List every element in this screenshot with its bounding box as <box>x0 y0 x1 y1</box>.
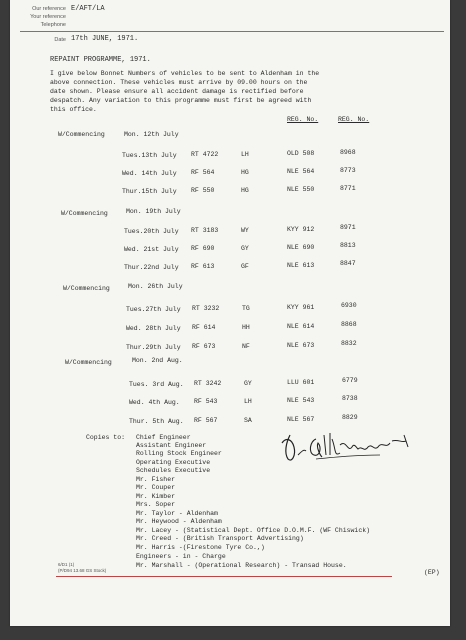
row-num: 6930 <box>341 302 357 309</box>
row-day: Thur.29th July <box>126 344 181 351</box>
form-stock-code: (P/D94 13.68 GS Stock) <box>58 568 107 573</box>
copy-recipient: Mr. Couper <box>136 484 176 491</box>
row-day: Thur. 5th Aug. <box>129 418 184 425</box>
row-num: 8847 <box>340 260 356 267</box>
form-code: 6/D1 (1) <box>58 562 75 567</box>
intro-line-5: this office. <box>50 106 97 113</box>
week-date: Mon. 2nd Aug. <box>132 357 183 364</box>
row-bonnet: RF 690 <box>191 245 215 252</box>
copy-recipient: Mr. Creed - (British Transport Advertising) <box>136 535 304 542</box>
row-garage: GY <box>241 245 249 252</box>
copy-recipient: Mr. Lacey - (Statistical Dept. Office D.O.M.F. (WF Chiswick) <box>136 527 371 534</box>
row-day: Tues.27th July <box>126 306 181 313</box>
row-day: Wed. 21st July <box>124 246 179 253</box>
row-bonnet: RF 550 <box>191 187 215 194</box>
copy-recipient: Mr. Harris -(Firestone Tyre Co.,) <box>136 544 265 551</box>
row-bonnet: RF 543 <box>194 398 218 405</box>
row-garage: HH <box>242 324 250 331</box>
intro-line-2: above connection. These vehicles must arrive by 09.00 hours on the <box>50 79 308 86</box>
row-bonnet: RF 613 <box>191 263 215 270</box>
row-day: Wed. 28th July <box>126 325 181 332</box>
row-num: 8773 <box>340 167 356 174</box>
row-garage: HG <box>241 169 249 176</box>
date-value: 17th JUNE, 1971. <box>71 35 139 43</box>
row-num: 8968 <box>340 149 356 156</box>
copy-recipient: Chief Engineer <box>136 434 191 441</box>
row-bonnet: RF 564 <box>191 169 215 176</box>
row-num: 8813 <box>340 242 356 249</box>
row-num: 8738 <box>342 395 358 402</box>
header-divider <box>20 31 444 32</box>
our-reference-value: E/AFT/LA <box>71 5 105 13</box>
row-garage: SA <box>244 417 252 424</box>
our-reference-label: Our reference <box>32 6 66 12</box>
row-reg: OLD 508 <box>287 150 315 157</box>
row-day: Tues.20th July <box>124 228 179 235</box>
row-garage: WY <box>241 227 249 234</box>
row-day: Tues.13th July <box>122 152 177 159</box>
week-label: W/Commencing <box>58 131 105 138</box>
row-num: 8829 <box>342 414 358 421</box>
row-bonnet: RT 3183 <box>191 227 219 234</box>
telephone-label: Telephone <box>40 22 66 28</box>
copy-recipient: Engineers - in - Charge <box>136 553 226 560</box>
copy-recipient: Mr. Kimber <box>136 493 176 500</box>
copy-recipient: Mr. Taylor - Aldenham <box>136 510 218 517</box>
week-date: Mon. 12th July <box>124 131 179 138</box>
row-bonnet: RF 614 <box>192 324 216 331</box>
copy-recipient: Mr. Marshall - (Operational Research) - Transad House. <box>136 562 347 569</box>
copy-recipient: Rolling Stock Engineer <box>136 450 222 457</box>
row-bonnet: RT 3242 <box>194 380 222 387</box>
copy-recipient: Mrs. Soper <box>136 501 176 508</box>
column-header-reg-no-2: REG. No. <box>338 116 370 123</box>
copy-recipient: Assistant Engineer <box>136 442 207 449</box>
week-date: Mon. 19th July <box>126 208 181 215</box>
row-day: Thur.15th July <box>122 188 177 195</box>
column-header-reg-no: REG. No. <box>287 116 319 123</box>
row-reg: NLE 543 <box>287 397 315 404</box>
copy-recipient: Mr. Fisher <box>136 476 176 483</box>
row-bonnet: RT 4722 <box>191 151 219 158</box>
row-reg: NLE 614 <box>287 323 315 330</box>
row-garage: HG <box>241 187 249 194</box>
row-reg: KYY 912 <box>287 226 315 233</box>
intro-line-4: despatch. Any variation to this programme must first be agreed with <box>50 97 312 104</box>
row-garage: GY <box>244 380 252 387</box>
week-label: W/Commencing <box>63 285 110 292</box>
copies-to-label: Copies to: <box>86 434 126 441</box>
row-num: 8832 <box>341 340 357 347</box>
row-num: 8971 <box>340 224 356 231</box>
row-garage: NF <box>242 343 250 350</box>
row-reg: NLE 564 <box>287 168 315 175</box>
week-label: W/Commencing <box>65 359 112 366</box>
row-num: 6779 <box>342 377 358 384</box>
row-reg: LLU 601 <box>287 379 315 386</box>
week-label: W/Commencing <box>61 210 108 217</box>
row-reg: NLE 550 <box>287 186 315 193</box>
letter-sheet <box>10 0 450 626</box>
row-reg: NLE 613 <box>287 262 315 269</box>
date-label: Date <box>54 37 66 43</box>
row-reg: KYY 961 <box>287 304 315 311</box>
copy-recipient: Operating Executive <box>136 459 211 466</box>
row-garage: LH <box>244 398 252 405</box>
row-reg: NLE 567 <box>287 416 315 423</box>
row-reg: NLE 690 <box>287 244 315 251</box>
footer-rule <box>56 576 392 577</box>
copy-recipient: Mr. Heywood - Aldenham <box>136 518 222 525</box>
row-bonnet: RF 673 <box>192 343 216 350</box>
row-garage: LH <box>241 151 249 158</box>
your-reference-label: Your reference <box>30 14 66 20</box>
typist-initials: (EP) <box>424 569 440 576</box>
row-num: 8868 <box>341 321 357 328</box>
row-bonnet: RT 3232 <box>192 305 220 312</box>
copy-recipient: Schedules Executive <box>136 467 211 474</box>
row-reg: NLE 673 <box>287 342 315 349</box>
row-bonnet: RF 567 <box>194 417 218 424</box>
row-day: Tues. 3rd Aug. <box>129 381 184 388</box>
row-day: Wed. 4th Aug. <box>129 399 180 406</box>
week-date: Mon. 26th July <box>128 283 183 290</box>
row-day: Wed. 14th July <box>122 170 177 177</box>
handwritten-signature <box>276 425 422 471</box>
row-garage: TG <box>242 305 250 312</box>
document-title: REPAINT PROGRAMME, 1971. <box>50 56 151 64</box>
intro-line-3: date shown. Please ensure all accident damage is rectified before <box>50 88 304 95</box>
row-num: 8771 <box>340 185 356 192</box>
intro-line-1: I give below Bonnet Numbers of vehicles to be sent to Aldenham in the <box>50 70 320 77</box>
row-garage: GF <box>241 263 249 270</box>
row-day: Thur.22nd July <box>124 264 179 271</box>
